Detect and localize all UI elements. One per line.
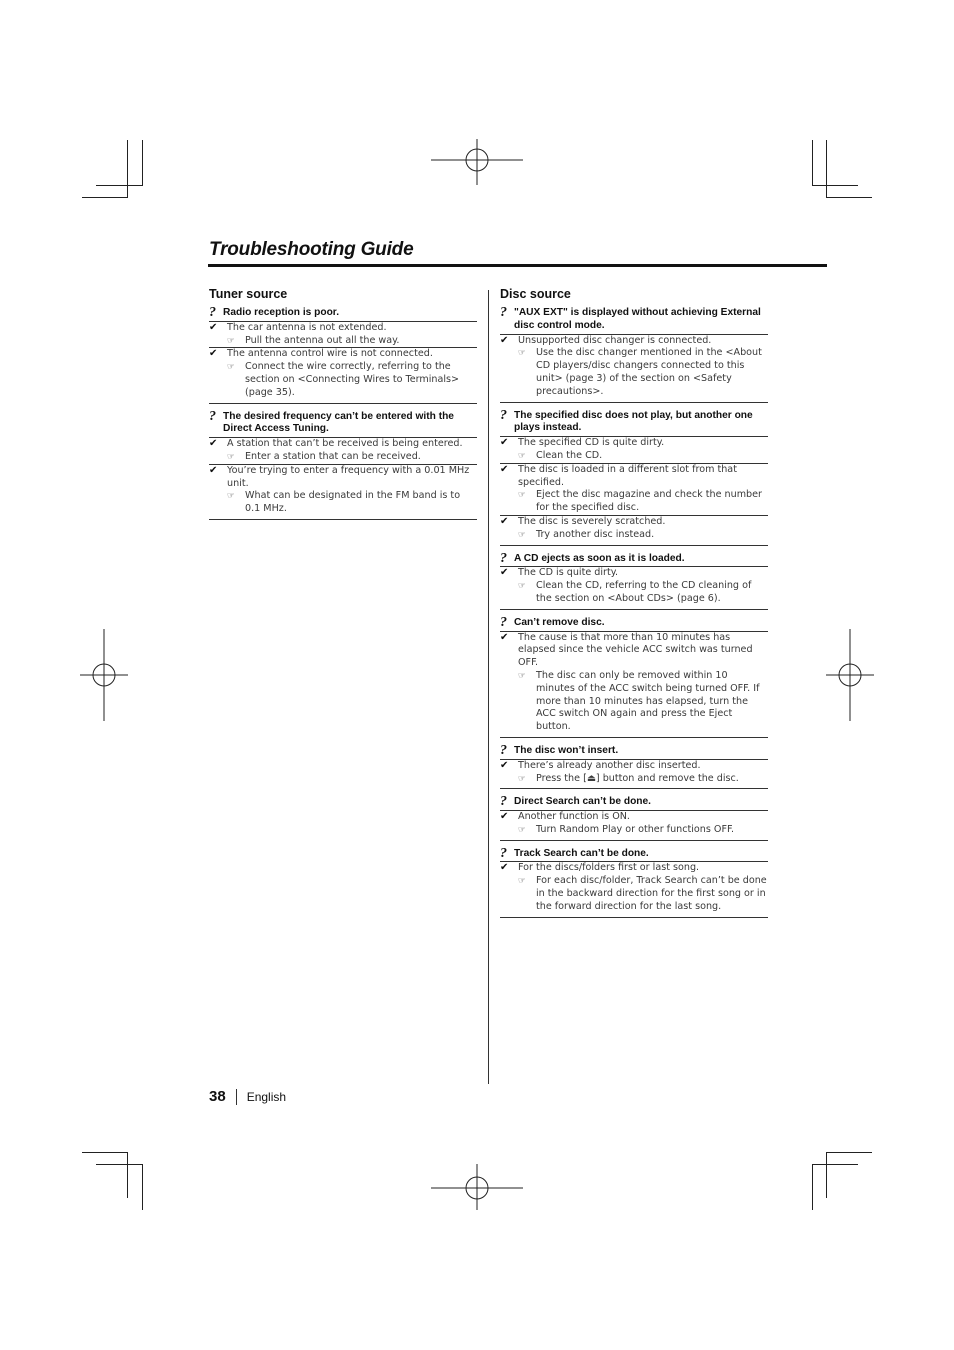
registration-mark-top: [431, 139, 523, 185]
question-text: Radio reception is poor.: [223, 307, 340, 318]
trouble-item: [209, 410, 477, 520]
cause-text: Another function is ON.: [518, 811, 630, 823]
question-icon: ?: [500, 407, 507, 423]
pointing-hand-icon: ☞: [518, 876, 526, 887]
crop-mark: [826, 197, 872, 198]
cause-block: [500, 515, 768, 542]
question-icon: ?: [500, 305, 507, 320]
remedy-text: Clean the CD, referring to the CD cleaning of the section on <About CDs> (page 6).: [536, 580, 752, 604]
check-icon: ✔: [500, 811, 509, 823]
crop-mark: [812, 1164, 858, 1165]
cause-block: [500, 861, 768, 913]
check-icon: ✔: [209, 348, 218, 360]
remedy-text: Try another disc instead.: [536, 528, 655, 540]
cause-block: [209, 347, 477, 399]
page-title: Troubleshooting Guide: [209, 239, 414, 260]
question-icon: ?: [209, 305, 216, 320]
pointing-hand-icon: ☞: [227, 491, 235, 502]
question-row: [500, 847, 768, 861]
crop-mark: [826, 140, 827, 198]
check-icon: ✔: [500, 567, 509, 579]
remedy-text: Eject the disc magazine and check the number for the specified disc.: [536, 489, 762, 514]
question-icon: ?: [500, 845, 507, 861]
question-row: [209, 410, 477, 437]
cause-text: The specified CD is quite dirty.: [518, 437, 665, 449]
cause-text: The antenna control wire is not connected.: [227, 348, 433, 360]
pointing-hand-icon: ☞: [227, 335, 235, 346]
cause-block: [500, 334, 768, 399]
crop-mark: [812, 140, 813, 186]
question-icon: ?: [209, 408, 216, 424]
remedy-text: What can be designated in the FM band is to 0.1 MHz.: [245, 490, 461, 515]
registration-mark-right: [826, 629, 874, 721]
tuner-source-section: [209, 287, 477, 526]
question-text: The disc won’t insert.: [514, 744, 619, 756]
cause-text: The car antenna is not extended.: [227, 321, 387, 333]
crop-mark: [96, 185, 142, 186]
trouble-item: [500, 552, 768, 610]
remedy-text: Press the [⏏] button and remove the disc.: [536, 772, 739, 784]
cause-block: [500, 759, 768, 786]
check-icon: ✔: [500, 759, 509, 771]
crop-mark: [127, 140, 128, 198]
pointing-hand-icon: ☞: [518, 490, 526, 501]
cause-text: Unsupported disc changer is connected.: [518, 334, 712, 346]
cause-text: A station that can’t be received is being entered.: [227, 438, 463, 450]
check-icon: ✔: [500, 862, 509, 874]
cause-text: There’s already another disc inserted.: [518, 759, 701, 771]
cause-block: [500, 463, 768, 515]
cause-text: The cause is that more than 10 minutes has elapsed since the vehicle ACC switch was turned OFF.: [518, 631, 753, 669]
question-text: Can’t remove disc.: [514, 616, 605, 628]
page-number: 38: [209, 1088, 226, 1105]
registration-mark-left: [80, 629, 128, 721]
check-icon: ✔: [500, 515, 509, 527]
trouble-item: [500, 616, 768, 738]
cause-block: [209, 464, 477, 516]
trouble-item: [500, 306, 768, 403]
remedy-text: For each disc/folder, Track Search can’t be done in the backward direction for the first song or in the forward direction for the last song.: [536, 875, 767, 912]
check-icon: ✔: [500, 334, 509, 346]
crop-mark: [82, 197, 128, 198]
title-rule: [208, 264, 827, 267]
crop-mark: [82, 1152, 128, 1153]
trouble-item: [500, 847, 768, 918]
pointing-hand-icon: ☞: [518, 824, 526, 835]
check-icon: ✔: [209, 438, 218, 450]
pointing-hand-icon: ☞: [227, 451, 235, 462]
remedy-text: Use the disc changer mentioned in the <About CD players/disc changers connected to this unit> (page 3) of the section on <Safety precautions>.: [536, 347, 762, 397]
cause-text: The disc is severely scratched.: [518, 515, 666, 527]
question-row: [500, 306, 768, 333]
cause-text: The CD is quite dirty.: [518, 567, 619, 579]
cause-block: [500, 631, 768, 734]
trouble-item: [500, 744, 768, 789]
registration-mark-bottom: [431, 1164, 523, 1210]
question-icon: ?: [500, 550, 507, 566]
question-icon: ?: [500, 614, 507, 630]
remedy-text: Enter a station that can be received.: [245, 450, 421, 462]
question-row: [500, 552, 768, 566]
question-text: A CD ejects as soon as it is loaded.: [514, 552, 685, 564]
pointing-hand-icon: ☞: [518, 450, 526, 461]
pointing-hand-icon: ☞: [518, 348, 526, 359]
question-icon: ?: [500, 742, 507, 758]
pointing-hand-icon: ☞: [227, 362, 235, 373]
check-icon: ✔: [500, 631, 509, 643]
cause-block: [500, 810, 768, 837]
page-footer: [209, 1088, 286, 1105]
section-title-tuner: Tuner source: [209, 287, 288, 301]
question-row: [500, 795, 768, 809]
trouble-item: [209, 306, 477, 404]
cause-block: [209, 321, 477, 348]
disc-source-section: [500, 287, 768, 924]
cause-text: For the discs/folders first or last song.: [518, 862, 700, 874]
question-row: [500, 744, 768, 758]
crop-mark: [826, 1152, 872, 1153]
crop-mark: [142, 1164, 143, 1210]
remedy-text: Pull the antenna out all the way.: [245, 334, 400, 346]
cause-block: [500, 566, 768, 605]
remedy-text: The disc can only be removed within 10 minutes of the ACC switch being turned OFF. If more than 10 minutes has elapsed, turn the ACC switch ON again and press the Eject button.: [536, 669, 760, 733]
check-icon: ✔: [209, 464, 218, 476]
language-label: English: [246, 1089, 287, 1104]
cause-block: [500, 436, 768, 463]
check-icon: ✔: [500, 463, 509, 475]
question-text: "AUX EXT" is displayed without achieving External disc control mode.: [514, 307, 761, 331]
question-text: Track Search can’t be done.: [514, 847, 649, 859]
cause-text: The disc is loaded in a different slot from that specified.: [518, 463, 737, 488]
question-row: [500, 616, 768, 630]
question-text: Direct Search can’t be done.: [514, 796, 652, 808]
remedy-text: Connect the wire correctly, referring to the section on <Connecting Wires to Terminals> (page 35).: [245, 361, 460, 398]
crop-mark: [812, 185, 858, 186]
trouble-item: [500, 795, 768, 840]
crop-mark: [812, 1164, 813, 1210]
cause-text: You’re trying to enter a frequency with a 0.01 MHz unit.: [227, 464, 470, 489]
pointing-hand-icon: ☞: [518, 773, 526, 784]
pointing-hand-icon: ☞: [518, 670, 526, 681]
crop-mark: [96, 1164, 142, 1165]
remedy-text: Turn Random Play or other functions OFF.: [536, 823, 735, 835]
pointing-hand-icon: ☞: [518, 581, 526, 592]
crop-mark: [826, 1152, 827, 1198]
check-icon: ✔: [500, 437, 509, 449]
question-icon: ?: [500, 794, 507, 810]
question-text: The desired frequency can’t be entered with the Direct Access Tuning.: [223, 410, 454, 435]
section-title-disc: Disc source: [500, 287, 571, 301]
question-row: [500, 409, 768, 436]
crop-mark: [142, 140, 143, 186]
check-icon: ✔: [209, 321, 218, 333]
trouble-item: [500, 409, 768, 546]
crop-mark: [127, 1152, 128, 1198]
remedy-text: Clean the CD.: [536, 449, 603, 461]
question-text: The specified disc does not play, but another one plays instead.: [514, 409, 753, 434]
column-divider: [488, 290, 489, 1084]
footer-separator: [236, 1089, 237, 1105]
question-row: [209, 306, 477, 320]
pointing-hand-icon: ☞: [518, 529, 526, 540]
cause-block: [209, 437, 477, 464]
